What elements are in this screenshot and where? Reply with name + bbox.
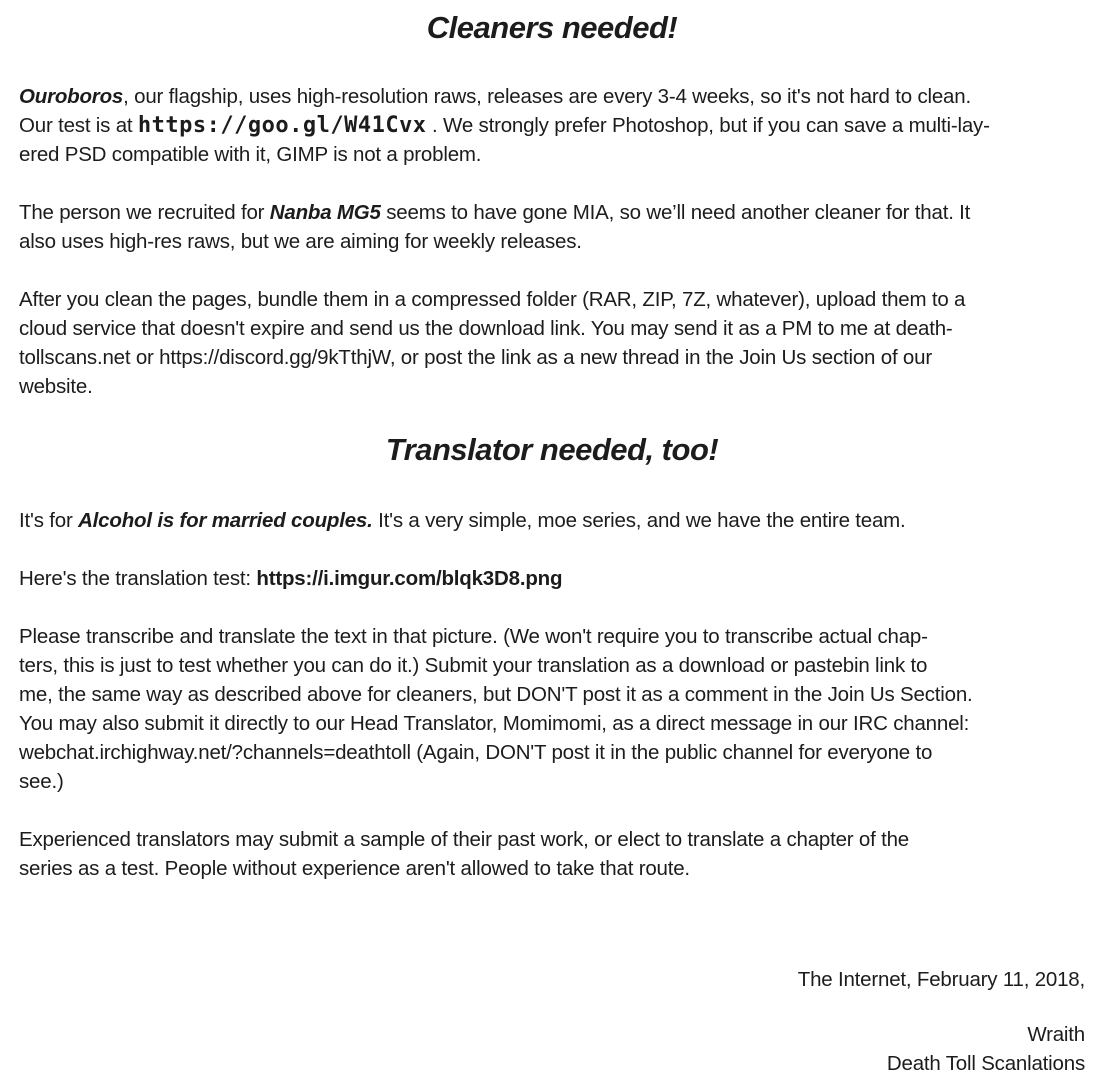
translator-heading: Translator needed, too! [385,432,719,467]
text-line [19,82,1085,111]
text-line [19,825,1085,854]
text-run: Experienced translators may submit a sample of their past work, or elect to translate a chapter of the [19,828,910,851]
text-run: , our flagship, uses high-resolution raws, releases are every 3-4 weeks, so it's not hard to clean. [123,85,971,108]
text-run: ters, this is just to test whether you can do it.) Submit your translation as a download or pastebin link to [19,654,928,677]
series-title-nanba: Nanba MG5 [269,201,381,224]
text-line [19,314,1085,343]
text-run: The person we recruited for [19,201,270,224]
text-line [19,651,1085,680]
text-run: webchat.irchighway.net/?channels=deathtoll (Again, DON'T post it in the public channel for everyone to [19,741,933,764]
text-line [19,140,1085,169]
text-run: Please transcribe and translate the text in that picture. (We won't require you to transcribe actual chap- [19,625,928,648]
text-line [19,622,1085,651]
text-line [19,227,1085,256]
text-run: see.) [19,770,64,793]
signature-author-block [19,1020,1085,1078]
text-line [19,680,1085,709]
text-line [19,343,1085,372]
text-run: seems to have gone MIA, so we’ll need another cleaner for that. It [380,201,971,224]
delivery-instructions-paragraph [19,285,1085,401]
text-line [19,709,1085,738]
translation-instructions-paragraph [19,622,1085,796]
text-line [19,854,1085,883]
text-line [19,198,1085,227]
text-run: It's for [19,509,79,532]
series-title-ouroboros: Ouroboros [19,85,124,108]
text-line [19,564,1085,593]
signature-block [19,965,1085,1078]
text-line [19,506,1085,535]
text-run: also uses high-res raws, but we are aiming for weekly releases. [19,230,582,253]
text-line [19,738,1085,767]
experienced-translators-paragraph [19,825,1085,883]
text-run: Here's the translation test: [19,567,257,590]
text-run: cloud service that doesn't expire and send us the download link. You may send it as a PM to me at death- [19,317,953,340]
cleaner-test-url: https://goo.gl/W41Cvx [137,113,427,138]
signature-group: Death Toll Scanlations [886,1052,1085,1075]
series-title-alcohol: Alcohol is for married couples. [78,509,373,532]
text-run: series as a test. People without experience aren't allowed to take that route. [19,857,690,880]
translation-test-paragraph [19,564,1085,593]
text-line [19,111,1085,140]
translation-test-url: https://i.imgur.com/blqk3D8.png [256,567,563,590]
text-run: tollscans.net or https://discord.gg/9kTthjW, or post the link as a new thread in the Join Us section of our [19,346,932,369]
text-line [19,767,1085,796]
alcohol-series-paragraph [19,506,1085,535]
cleaners-intro-paragraph [19,82,1085,169]
text-run: Our test is at [19,114,138,137]
cleaners-heading: Cleaners needed! [426,10,678,45]
text-run: me, the same way as described above for cleaners, but DON'T post it as a comment in the Join Us Section. [19,683,973,706]
text-run: website. [19,375,93,398]
text-run: After you clean the pages, bundle them in a compressed folder (RAR, ZIP, 7Z, whatever), upload them to a [19,288,966,311]
text-run: ered PSD compatible with it, GIMP is not a problem. [19,143,482,166]
text-run: . We strongly prefer Photoshop, but if you can save a multi-lay- [426,114,990,137]
text-line [19,285,1085,314]
signature-date: The Internet, February 11, 2018, [797,968,1085,991]
signature-author: Wraith [1027,1023,1085,1046]
text-run: You may also submit it directly to our Head Translator, Momimomi, as a direct message in our IRC channel: [19,712,970,735]
text-run: It's a very simple, moe series, and we have the entire team. [372,509,906,532]
text-line [19,372,1085,401]
nanba-cleaner-paragraph [19,198,1085,256]
